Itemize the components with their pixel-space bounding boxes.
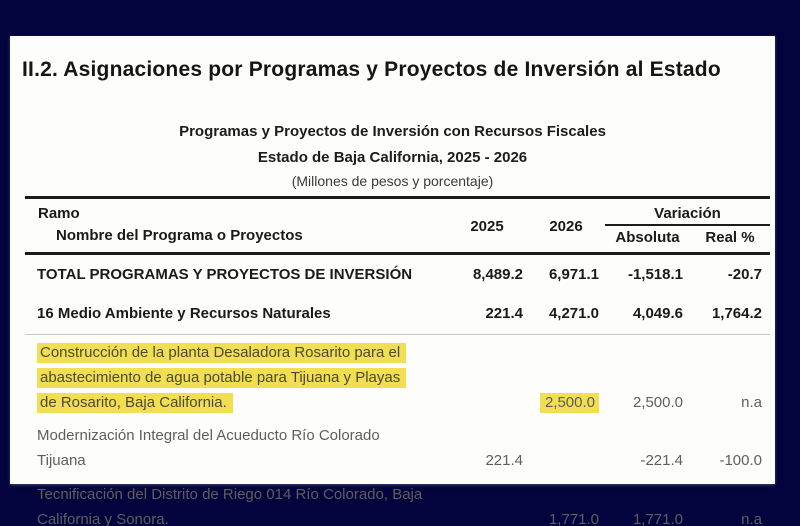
highlighted-text: abastecimiento de agua potable para Tijuana y Playas — [37, 368, 406, 388]
cell-2025: 221.4 — [485, 305, 523, 322]
table-row-total — [25, 255, 770, 295]
program-name — [25, 423, 447, 473]
table-row-acueducto — [25, 419, 770, 477]
cell-real: -100.0 — [719, 452, 762, 469]
program-name-line: TOTAL PROGRAMAS Y PROYECTOS DE INVERSIÓN — [37, 266, 413, 283]
table-row-tecnificacion — [25, 477, 770, 526]
header-variacion-subcolumns — [605, 226, 770, 249]
cell-2025: 221.4 — [485, 452, 523, 469]
header-nombre: Nombre del Programa o Proyectos — [56, 227, 303, 244]
highlighted-text: Construcción de la planta Desaladora Rosarito para el — [37, 343, 406, 363]
header-name-column — [25, 203, 447, 249]
cell-2025: 8,489.2 — [472, 266, 523, 283]
cell-real: 1,764.2 — [711, 305, 762, 322]
program-name-line: 16 Medio Ambiente y Recursos Naturales — [37, 305, 331, 322]
header-2026: 2026 — [549, 217, 583, 235]
highlighted-text: de Rosarito, Baja California. — [37, 393, 233, 413]
table-row-medio-ambiente — [25, 295, 770, 335]
program-name — [25, 262, 447, 287]
program-name — [25, 301, 447, 326]
highlighted-value: 2,500.0 — [540, 393, 599, 413]
table-header — [25, 199, 770, 255]
cell-absoluta: 2,500.0 — [632, 394, 683, 411]
cell-2026: 4,271.0 — [548, 305, 599, 322]
program-name-line: Tijuana — [37, 452, 86, 469]
table-units: (Millones de pesos y porcentaje) — [291, 173, 494, 189]
header-absoluta: Absoluta — [615, 229, 680, 246]
cell-real: -20.7 — [727, 266, 762, 283]
cell-2026: 1,771.0 — [548, 511, 599, 526]
cell-absoluta: 4,049.6 — [632, 305, 683, 322]
cell-real: n.a — [741, 511, 762, 526]
header-variacion: Variación — [605, 203, 770, 226]
table-title: Programas y Proyectos de Inversión con Recursos Fiscales — [179, 123, 606, 140]
table-row-desaladora-highlighted — [25, 335, 770, 419]
program-name-line: Modernización Integral del Acueducto Río Colorado — [37, 427, 380, 444]
program-name — [25, 482, 447, 526]
content-panel — [10, 36, 775, 526]
page-title: II.2. Asignaciones por Programas y Proyectos de Inversión al Estado — [22, 58, 721, 81]
cell-absoluta: 1,771.0 — [632, 511, 683, 526]
cell-2026 — [527, 390, 605, 415]
header-2025: 2025 — [470, 217, 504, 235]
header-variacion-group — [605, 203, 770, 249]
program-name — [25, 340, 447, 415]
header-real: Real % — [705, 229, 755, 246]
program-name-line: California y Sonora. — [37, 511, 169, 526]
cell-absoluta: -1,518.1 — [627, 266, 683, 283]
table-subtitle: Estado de Baja California, 2025 - 2026 — [257, 149, 528, 166]
header-ramo: Ramo — [38, 205, 80, 222]
program-name-line: Tecnificación del Distrito de Riego 014 Río Colorado, Baja — [37, 486, 423, 503]
cell-real: n.a — [741, 394, 762, 411]
table-titles — [10, 123, 775, 189]
investment-table — [25, 196, 770, 526]
cell-2026: 6,971.1 — [548, 266, 599, 283]
cell-absoluta: -221.4 — [640, 452, 683, 469]
